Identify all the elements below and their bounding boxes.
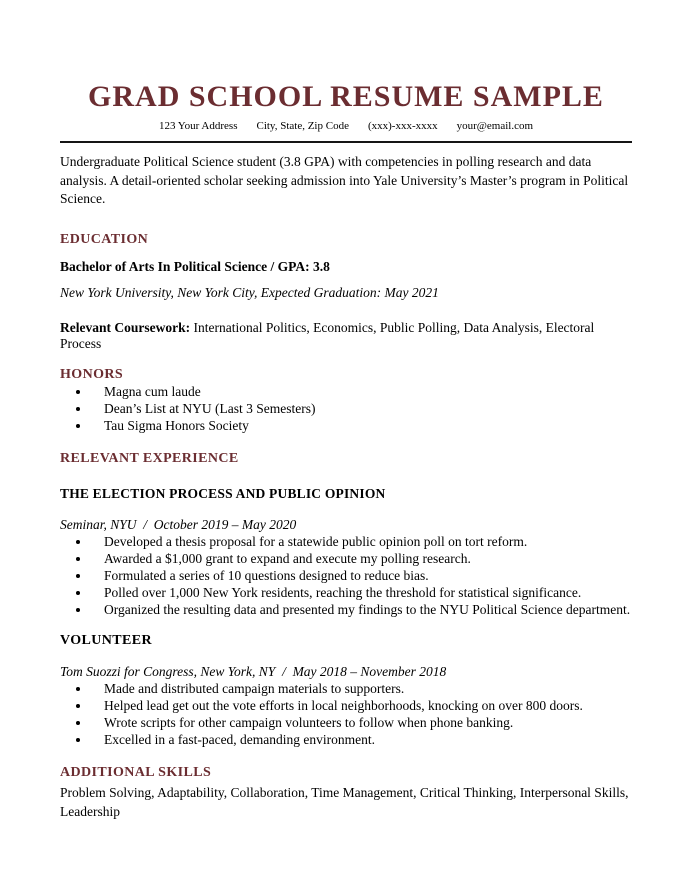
list-item: • Organized the resulting data and presented my findings to the NYU Political Science department. (91, 602, 632, 617)
education-degree: Bachelor of Arts In Political Science / GPA: 3.8 (60, 258, 330, 274)
volunteer-meta: Tom Suozzi for Congress, New York, NY / May 2018 – November 2018 (60, 663, 447, 679)
list-item: • Polled over 1,000 New York residents, reaching the threshold for statistical significance. (91, 585, 632, 600)
contact-address: 123 Your Address (158, 120, 238, 132)
section-heading-volunteer: VOLUNTEER (60, 632, 153, 648)
list-item: • Wrote scripts for other campaign volunteers to follow when phone banking. (91, 715, 632, 730)
header-divider (60, 141, 632, 143)
contact-email: your@email.com (456, 120, 534, 132)
honors-list (60, 384, 632, 433)
list-item: • Magna cum laude (91, 384, 632, 399)
section-heading-additional-skills: ADDITIONAL SKILLS (60, 765, 212, 781)
contact-phone: (xxx)-xxx-xxxx (367, 120, 438, 132)
skills-text: Problem Solving, Adaptability, Collaboration, Time Management, Critical Thinking, Interpersonal Skills, Leadership (60, 785, 629, 819)
list-item: • Formulated a series of 10 questions designed to reduce bias. (91, 568, 632, 583)
list-item: • Tau Sigma Honors Society (91, 418, 632, 433)
coursework-label: Relevant Coursework: (60, 319, 191, 335)
section-heading-relevant-experience: RELEVANT EXPERIENCE (60, 450, 239, 466)
contact-line (60, 120, 632, 132)
list-item: • Dean’s List at NYU (Last 3 Semesters) (91, 401, 632, 416)
list-item: • Helped lead get out the vote efforts in local neighborhoods, knocking on over 800 doors. (91, 698, 632, 713)
list-item: • Developed a thesis proposal for a statewide public opinion poll on tort reform. (91, 534, 632, 549)
summary-paragraph: Undergraduate Political Science student (3.8 GPA) with competencies in polling research and data analysis. A detail-oriented scholar seeking admission into Yale University’s Master’s program in Political Science. (60, 154, 629, 207)
coursework-list: International Politics, Economics, Public Polling, Data Analysis, Electoral Process (60, 319, 595, 351)
experience-role-title: THE ELECTION PROCESS AND PUBLIC OPINION (60, 485, 386, 501)
contact-city-state-zip: City, State, Zip Code (256, 120, 349, 132)
experience-meta: Seminar, NYU / October 2019 – May 2020 (60, 516, 297, 532)
experience-bullet-list (60, 534, 632, 617)
volunteer-bullet-list (60, 681, 632, 747)
education-school: New York University, New York City, Expected Graduation: May 2021 (60, 284, 439, 300)
section-heading-education: EDUCATION (60, 231, 149, 247)
list-item: • Awarded a $1,000 grant to expand and execute my polling research. (91, 551, 632, 566)
list-item: • Made and distributed campaign materials to supporters. (91, 681, 632, 696)
section-heading-honors: HONORS (60, 366, 124, 382)
education-coursework (60, 320, 632, 352)
page-title: GRAD SCHOOL RESUME SAMPLE (88, 80, 604, 113)
list-item: • Excelled in a fast-paced, demanding environment. (91, 732, 632, 747)
